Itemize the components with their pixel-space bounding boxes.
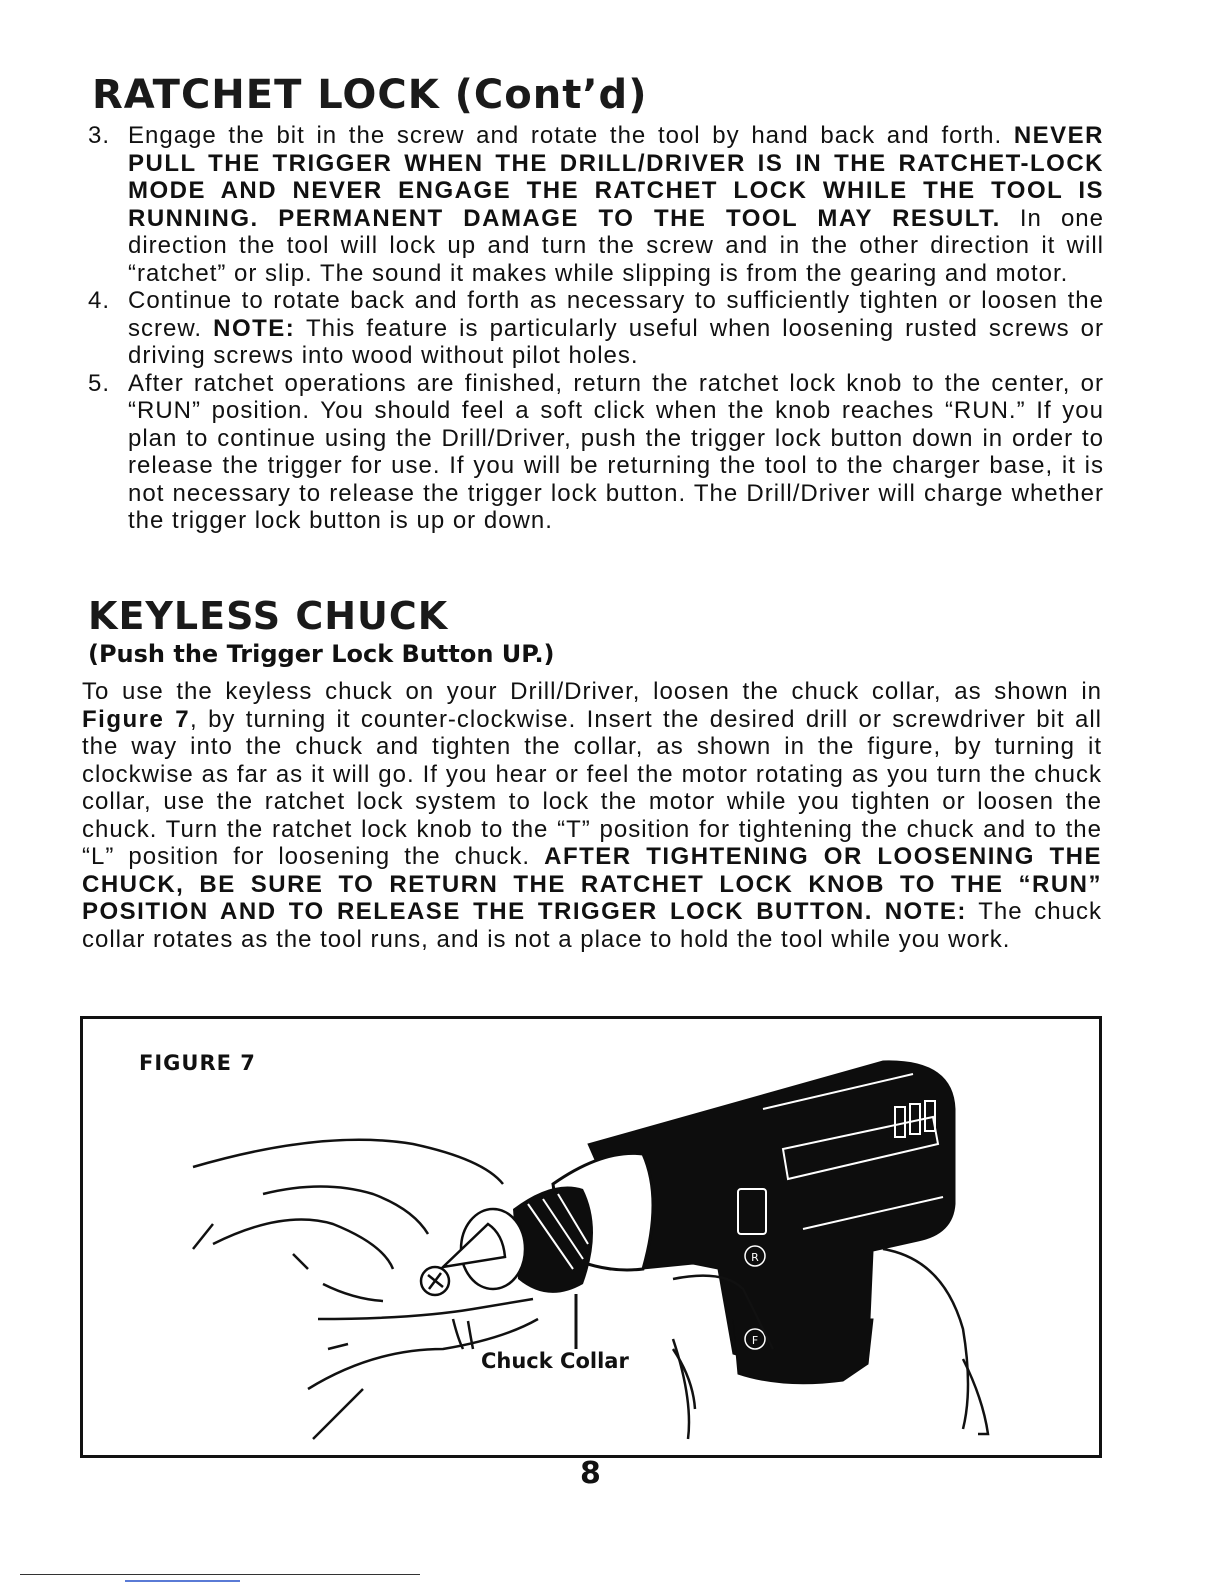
- figure-label: FIGURE 7: [139, 1051, 256, 1075]
- step-number: 5.: [88, 369, 111, 397]
- paragraph-text: To use the keyless chuck on your Drill/Driver, loosen the chuck collar, as shown in: [82, 678, 1102, 705]
- paragraph-text: The chuck collar rotates as the tool runs, and is not a place to hold the tool while you work.: [82, 898, 1102, 953]
- step-text: In one direction the tool will lock up and turn the screw and in the other direction it will “ratchet” or slip. The sound it makes while slipping is from the gearing and motor.: [128, 204, 1104, 287]
- step-text: Continue to rotate back and forth as necessary to sufficiently tighten or loosen the screw.: [128, 287, 1104, 342]
- steps-list: [88, 122, 1104, 535]
- footer-divider: [20, 1574, 420, 1575]
- page-number: 8: [580, 1456, 601, 1491]
- step-3: [88, 122, 1104, 287]
- drill-illustration: [83, 1019, 1099, 1455]
- button-f-label: F: [751, 1334, 759, 1347]
- section-title-keyless-chuck: KEYLESS CHUCK: [88, 594, 449, 638]
- note-label: NOTE:: [884, 898, 967, 925]
- keyless-chuck-paragraph: [82, 678, 1102, 953]
- button-r-label: R: [751, 1251, 759, 1264]
- step-text: After ratchet operations are finished, return the ratchet lock knob to the center, or “RUN” position. You should feel a soft click when the knob reaches “RUN.” If you plan to continue using the Drill/Driver, push the trigger lock button down in order to release the trigger for use. If you will be returning the tool to the charger base, it is not necessary to release the trigger lock button. The Drill/Driver will charge whether the trigger lock button is up or down.: [128, 369, 1104, 534]
- section-title-ratchet-lock: RATCHET LOCK (Cont’d): [92, 72, 648, 118]
- figure-7-frame: [80, 1016, 1102, 1458]
- chuck-tip: [421, 1209, 525, 1295]
- note-label: NOTE:: [213, 314, 296, 342]
- step-text: Engage the bit in the screw and rotate the tool by hand back and forth.: [128, 122, 1003, 149]
- paragraph-text: , by turning it counter-clockwise. Insert the desired drill or screwdriver bit all the way into the chuck and tighten the collar, as shown in the figure, by turning it clockwise as far as it will go. If you hear or feel the motor rotating as you turn the chuck collar, use the ratchet lock system to lock the motor while you tighten or loosen the chuck. Turn the ratchet lock knob to the “T” position for tightening the chuck and to the “L” position for loosening the chuck.: [82, 705, 1102, 870]
- warning-text: AFTER TIGHTENING OR LOOSENING THE CHUCK, BE SURE TO RETURN THE RATCHET LOCK KNOB TO THE “RUN” POSITION AND TO RELEASE THE TRIGGER LOCK BUTTON.: [82, 843, 1103, 925]
- step-number: 4.: [88, 287, 111, 314]
- step-4: [88, 287, 1104, 370]
- button-r: [745, 1246, 765, 1266]
- step-number: 3.: [88, 122, 111, 149]
- footer-accent-line: [125, 1580, 240, 1582]
- button-f: [745, 1329, 765, 1349]
- figure-reference: Figure 7: [82, 705, 191, 733]
- section-subtitle: (Push the Trigger Lock Button UP.): [88, 640, 555, 668]
- step-text: This feature is particularly useful when loosening rusted screws or driving screws into wood without pilot holes.: [128, 314, 1105, 369]
- warning-text: NEVER PULL THE TRIGGER WHEN THE DRILL/DRIVER IS IN THE RATCHET-LOCK MODE AND NEVER ENGAGE THE RATCHET LOCK WHILE THE TOOL IS RUNNING. PERMANENT DAMAGE TO THE TOOL MAY RESULT.: [128, 122, 1104, 232]
- chuck-collar-callout: Chuck Collar: [481, 1349, 629, 1373]
- step-5: [88, 370, 1104, 535]
